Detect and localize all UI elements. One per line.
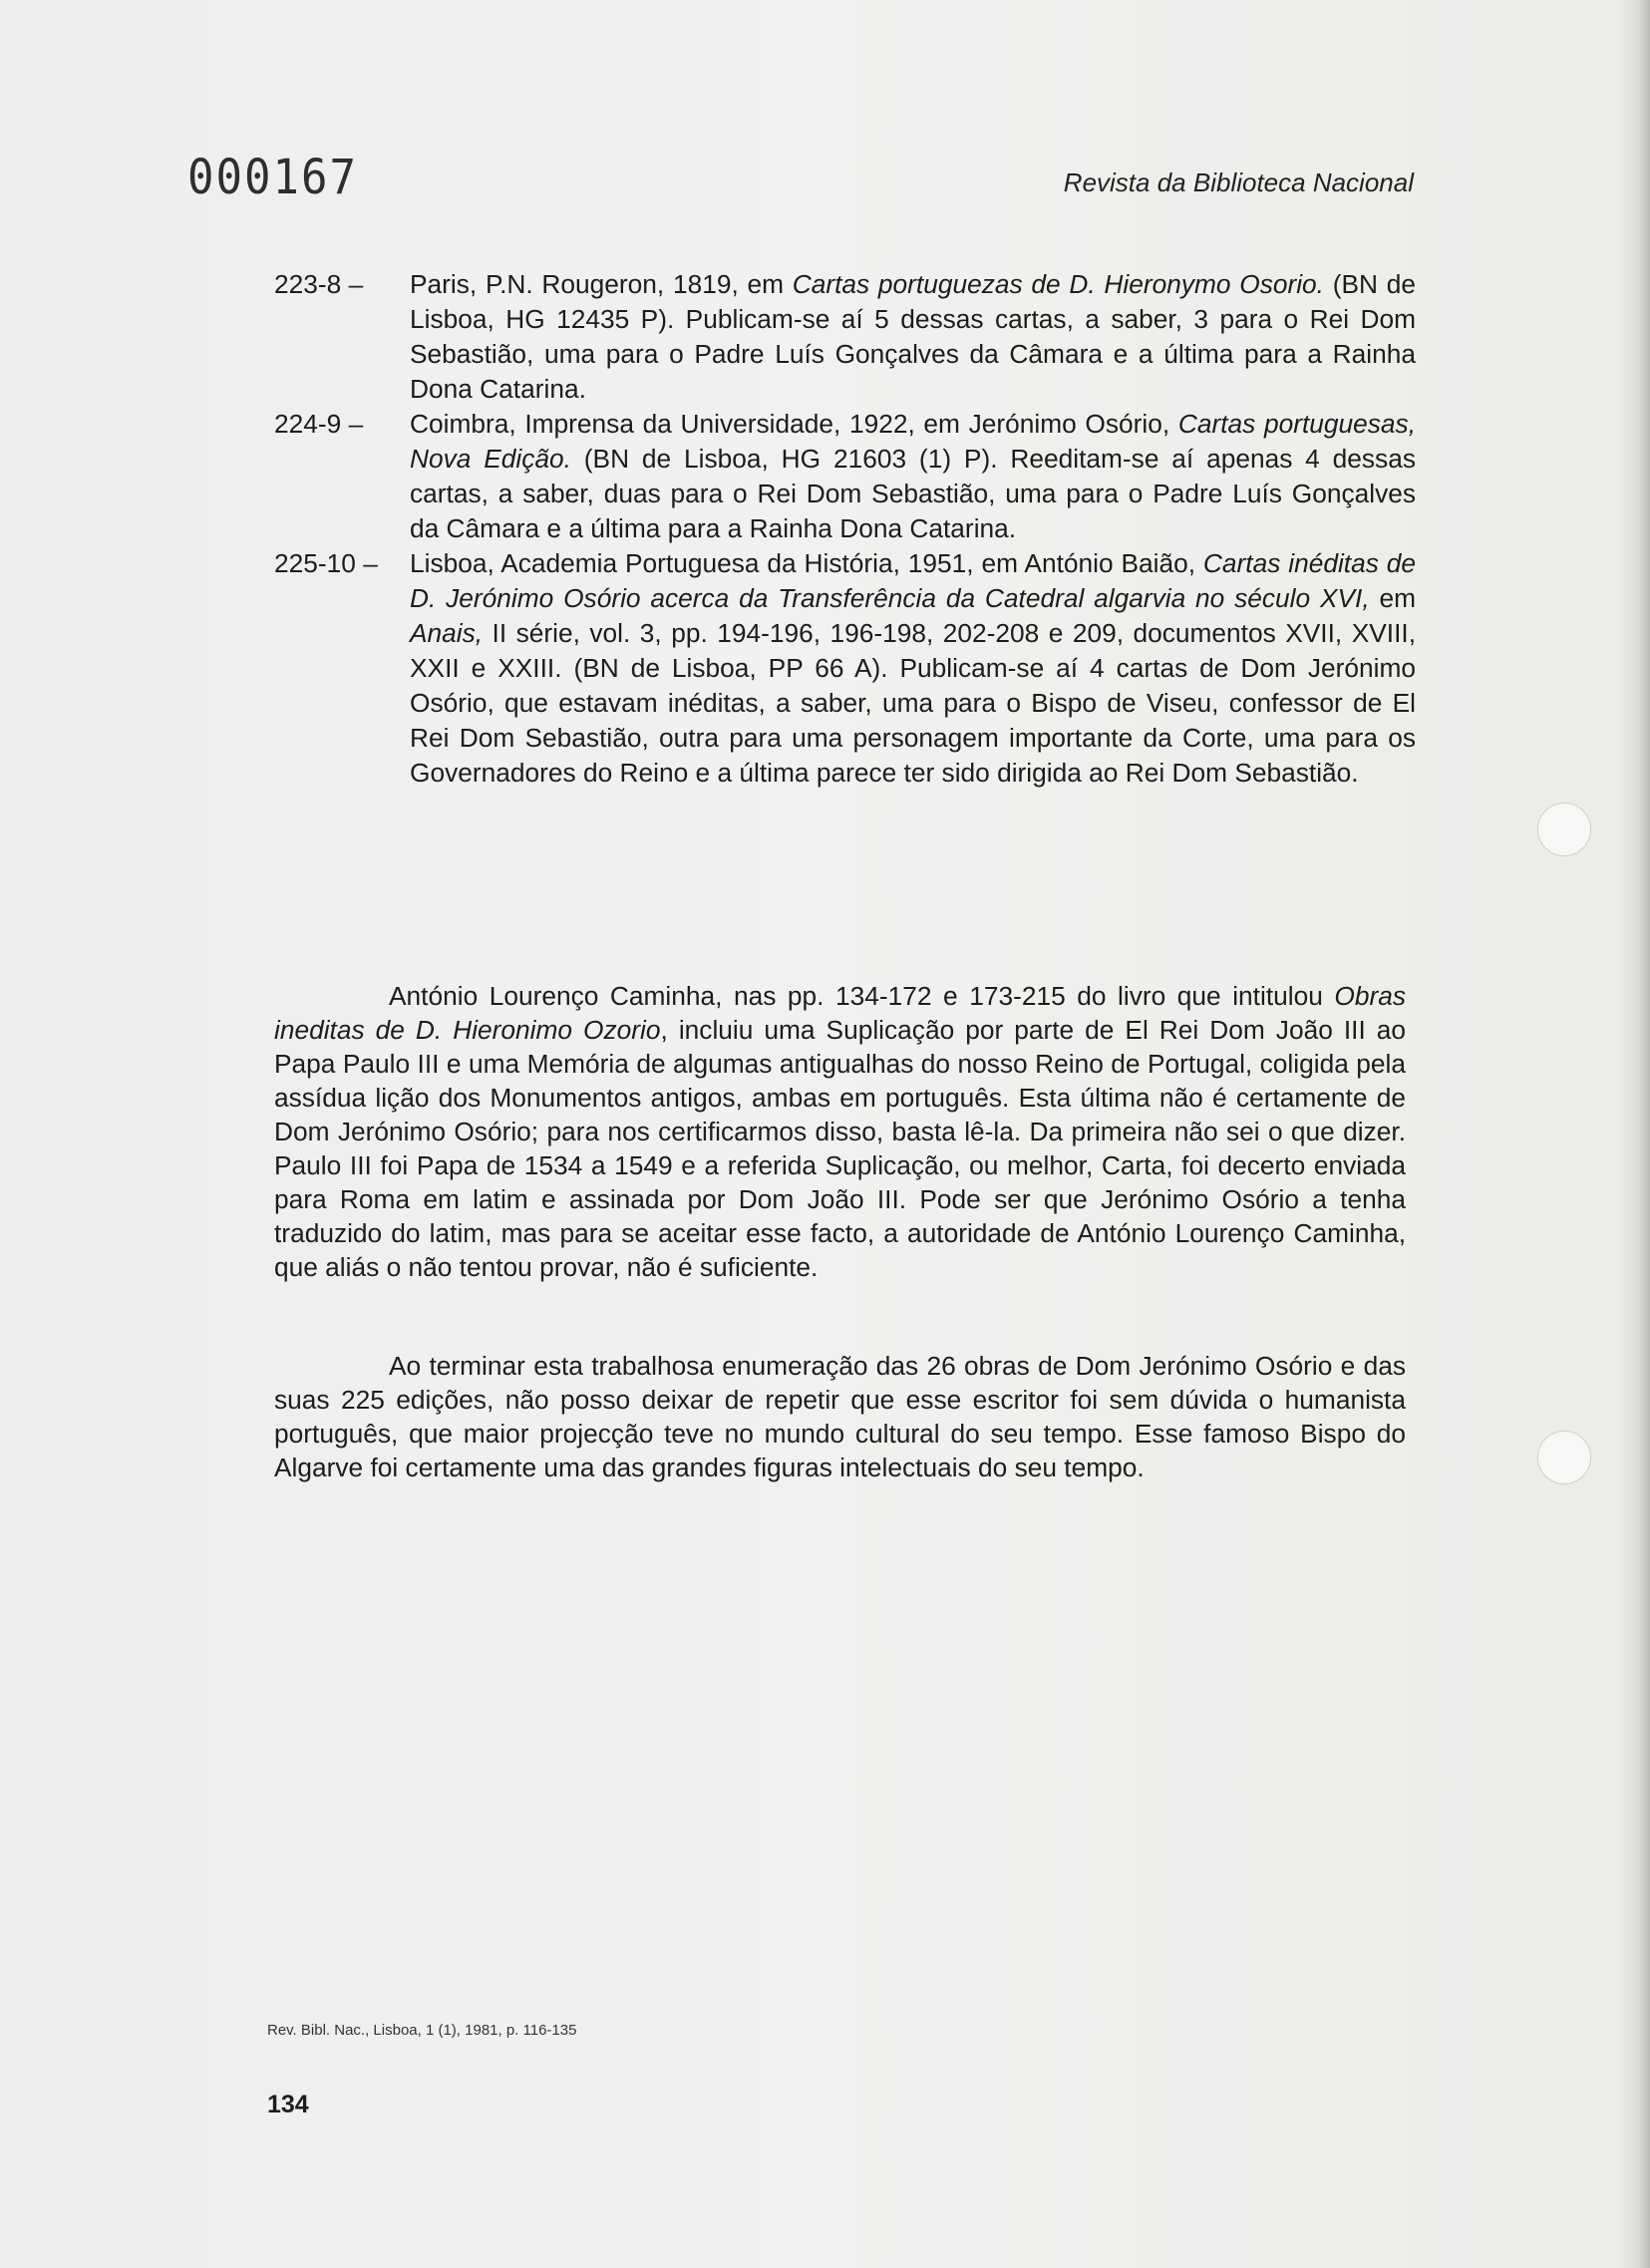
reference-list	[274, 267, 1416, 791]
reference-number: 225-10 –	[274, 548, 378, 578]
running-head: Revista da Biblioteca Nacional	[1063, 167, 1414, 197]
reference-item: 225-10 – Lisboa, Academia Portuguesa da História, 1951, em António Baião, Cartas inéditas de D. Jerónimo Osório acerca da Transferência da Catedral algarvia no século XVI, em Anais, II série, vol. 3, pp. 194-196, 196-198, 202-208 e 209, documentos XVII, XVIII, XXII e XXIII. (BN de Lisboa, PP 66 A). Publicam-se aí 4 cartas de Dom Jerónimo Osório, que estavam inéditas, a saber, uma para o Bispo de Viseu, confessor de El Rei Dom Sebastião, outra para uma personagem importante da Corte, uma para os Governadores do Reino e a última parece ter sido dirigida ao Rei Dom Sebastião.	[274, 548, 1416, 788]
page-number: 134	[267, 2091, 309, 2118]
paper-edge	[1620, 0, 1650, 2268]
archive-stamp: 000167	[187, 150, 358, 206]
reference-number: 224-9 –	[274, 409, 364, 439]
footer-citation: Rev. Bibl. Nac., Lisboa, 1 (1), 1981, p. 116-135	[267, 2022, 577, 2039]
body-paragraph: António Lourenço Caminha, nas pp. 134-172 e 173-215 do livro que intitulou Obras ineditas de D. Hieronimo Ozorio, incluiu uma Suplicação por parte de El Rei Dom João III ao Papa Paulo III e uma Memória de algumas antigualhas do nosso Reino de Portugal, coligida pela assídua lição dos Monumentos antigos, ambas em português. Esta última não é certamente de Dom Jerónimo Osório; para nos certificarmos disso, basta lê-la. Da primeira não sei o que dizer. Paulo III foi Papa de 1534 a 1549 e a referida Suplicação, ou melhor, Carta, foi decerto enviada para Roma em latim e assinada por Dom João III. Pode ser que Jerónimo Osório a tenha traduzido do latim, mas para se aceitar esse facto, a autoridade de António Lourenço Caminha, que aliás o não tentou provar, não é suficiente.	[274, 981, 1407, 1282]
body-paragraph: Ao terminar esta trabalhosa enumeração das 26 obras de Dom Jerónimo Osório e das suas 225 edições, não posso deixar de repetir que esse escritor foi sem dúvida o humanista português, que maior projecção teve no mundo cultural do seu tempo. Esse famoso Bispo do Algarve foi certamente uma das grandes figuras intelectuais do seu tempo.	[274, 1351, 1406, 1482]
reference-number: 223-8 –	[274, 269, 364, 299]
reference-item: 223-8 – Paris, P.N. Rougeron, 1819, em Cartas portuguezas de D. Hieronymo Osorio. (BN de Lisboa, HG 12435 P). Publicam-se aí 5 dessas cartas, a saber, 3 para o Rei Dom Sebastião, uma para o Padre Luís Gonçalves da Câmara e a última para a Rainha Dona Catarina.	[274, 269, 1416, 404]
punch-hole-bottom	[1537, 1431, 1591, 1484]
reference-item: 224-9 – Coimbra, Imprensa da Universidade, 1922, em Jerónimo Osório, Cartas portuguesas, Nova Edição. (BN de Lisboa, HG 21603 (1) P). Reeditam-se aí apenas 4 dessas cartas, a saber, duas para o Rei Dom Sebastião, uma para o Padre Luís Gonçalves da Câmara e a última para a Rainha Dona Catarina.	[274, 409, 1416, 543]
punch-hole-top	[1537, 803, 1591, 856]
